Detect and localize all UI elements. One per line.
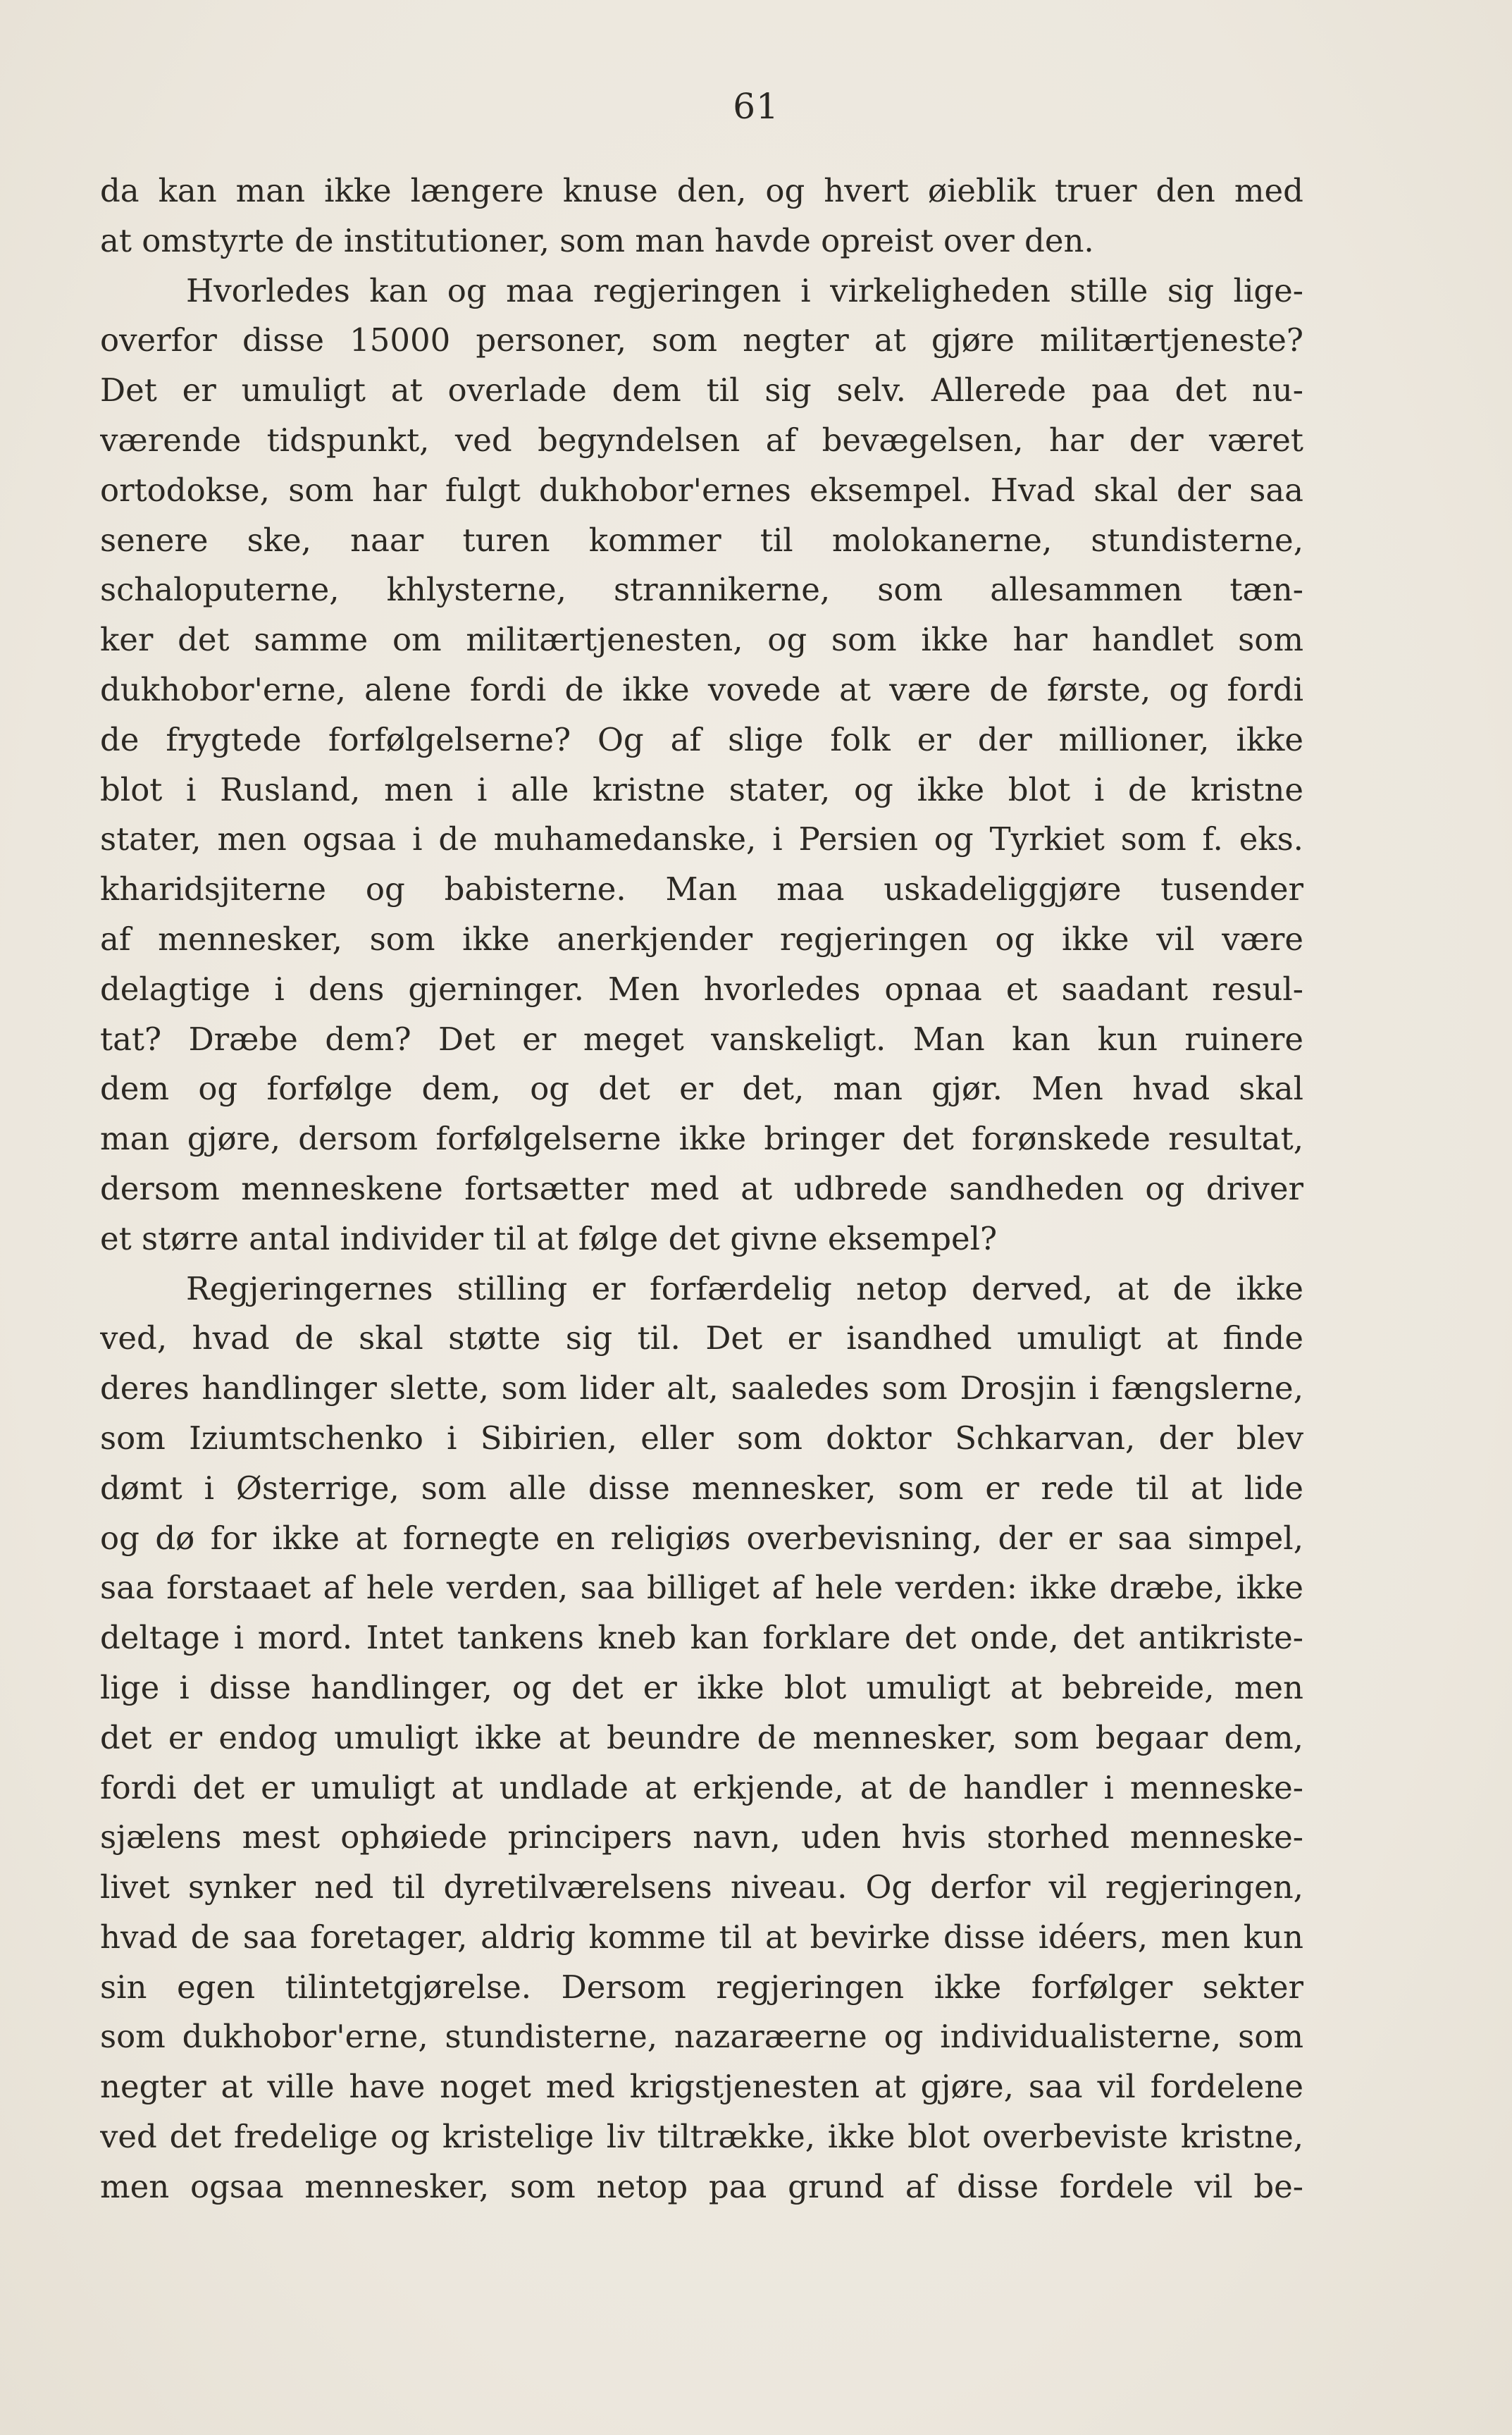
text-line: som Iziumtschenko i Sibirien, eller som doktor Schkarvan, der blev <box>100 1419 1303 1457</box>
text-line: dømt i Østerrige, som alle disse mennesker, som er rede til at lide <box>100 1469 1303 1507</box>
text-line: det er endog umuligt ikke at beundre de mennesker, som begaar dem, <box>100 1718 1303 1756</box>
text-line: ker det samme om militærtjenesten, og som ikke har handlet som <box>100 621 1303 659</box>
text-line: overfor disse 15000 personer, som negter at gjøre militærtjeneste? <box>100 321 1303 359</box>
text-line: kharidsjiterne og babisterne. Man maa uskadeliggjøre tusender <box>100 870 1303 908</box>
text-line: schaloputerne, khlysterne, strannikerne, som allesammen tæn- <box>100 571 1303 609</box>
text-line: at omstyrte de institutioner, som man havde opreist over den. <box>100 221 1094 259</box>
text-line: hvad de saa foretager, aldrig komme til at bevirke disse idéers, men kun <box>100 1918 1303 1956</box>
text-line: dem og forfølge dem, og det er det, man gjør. Men hvad skal <box>100 1070 1303 1108</box>
text-line: dersom menneskene fortsætter med at udbrede sandheden og driver <box>100 1169 1303 1207</box>
text-line: dukhobor'erne, alene fordi de ikke vovede at være de første, og fordi <box>100 670 1303 708</box>
text-line: tat? Dræbe dem? Det er meget vanskeligt. Man kan kun ruinere <box>100 1020 1303 1058</box>
text-line: et større antal individer til at følge det givne eksempel? <box>100 1219 998 1257</box>
text-line: af mennesker, som ikke anerkjender regjeringen og ikke vil være <box>100 920 1303 958</box>
text-line: de frygtede forfølgelserne? Og af slige folk er der millioner, ikke <box>100 720 1303 758</box>
text-line: deres handlinger slette, som lider alt, saaledes som Drosjin i fængslerne, <box>100 1369 1303 1407</box>
text-line: stater, men ogsaa i de muhamedanske, i Persien og Tyrkiet som f. eks. <box>100 820 1303 858</box>
text-line: Det er umuligt at overlade dem til sig selv. Allerede paa det nu- <box>100 371 1303 409</box>
text-line: Regjeringernes stilling er forfærdelig netop derved, at de ikke <box>186 1269 1303 1307</box>
text-line: ved, hvad de skal støtte sig til. Det er isandhed umuligt at finde <box>100 1319 1303 1357</box>
body-text <box>100 166 1303 2212</box>
text-line: delagtige i dens gjerninger. Men hvorledes opnaa et saadant resul- <box>100 970 1303 1008</box>
page-number: 61 <box>733 86 779 127</box>
text-line: sin egen tilintetgjørelse. Dersom regjeringen ikke forfølger sekter <box>100 1968 1303 2006</box>
text-line: som dukhobor'erne, stundisterne, nazaræerne og individualisterne, som <box>100 2018 1303 2056</box>
text-line: værende tidspunkt, ved begyndelsen af bevægelsen, har der været <box>100 421 1303 459</box>
text-line: fordi det er umuligt at undlade at erkjende, at de handler i menneske- <box>100 1768 1303 1806</box>
text-line: deltage i mord. Intet tankens kneb kan forklare det onde, det antikriste- <box>100 1619 1303 1657</box>
text-line: og dø for ikke at fornegte en religiøs overbevisning, der er saa simpel, <box>100 1519 1303 1557</box>
text-line: negter at ville have noget med krigstjenesten at gjøre, saa vil fordelene <box>100 2068 1303 2106</box>
text-line: man gjøre, dersom forfølgelserne ikke bringer det forønskede resultat, <box>100 1120 1303 1158</box>
text-line: senere ske, naar turen kommer til molokanerne, stundisterne, <box>100 521 1303 559</box>
text-line: lige i disse handlinger, og det er ikke blot umuligt at bebreide, men <box>100 1668 1303 1706</box>
text-line: da kan man ikke længere knuse den, og hvert øieblik truer den med <box>100 172 1303 209</box>
text-line: ortodokse, som har fulgt dukhobor'ernes eksempel. Hvad skal der saa <box>100 471 1303 509</box>
text-line: men ogsaa mennesker, som netop paa grund af disse fordele vil be- <box>100 2167 1303 2205</box>
text-line: ved det fredelige og kristelige liv tiltrække, ikke blot overbeviste kristne, <box>100 2118 1303 2156</box>
text-line: blot i Rusland, men i alle kristne stater, og ikke blot i de kristne <box>100 770 1303 808</box>
text-line: sjælens mest ophøiede principers navn, uden hvis storhed menneske- <box>100 1818 1303 1856</box>
text-line: saa forstaaet af hele verden, saa billiget af hele verden: ikke dræbe, ikke <box>100 1569 1303 1607</box>
text-line: livet synker ned til dyretilværelsens niveau. Og derfor vil regjeringen, <box>100 1868 1303 1906</box>
text-line: Hvorledes kan og maa regjeringen i virkeligheden stille sig lige- <box>186 271 1303 309</box>
